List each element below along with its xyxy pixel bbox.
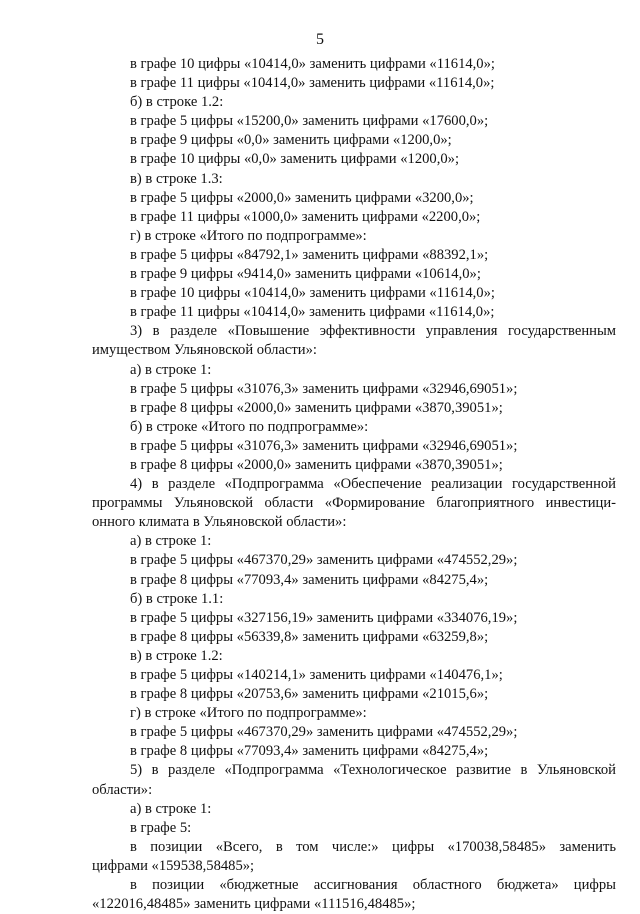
text-line: в графе 8 цифры «2000,0» заменить цифрами «3870,39051»; [130, 399, 503, 416]
text-line: а) в строке 1: [130, 361, 212, 378]
text-line: в графе 8 цифры «56339,8» заменить цифрами «63259,8»; [130, 628, 489, 645]
text-line: 3) в разделе «Повышение эффективности управления государственным [130, 323, 616, 340]
text-line: 5) в разделе «Подпрограмма «Технологическое развитие в Ульяновской [130, 762, 616, 779]
text-line: в графе 5 цифры «31076,3» заменить цифрами «32946,69051»; [130, 380, 518, 397]
text-line: онного климата в Ульяновской области»: [92, 514, 347, 531]
text-line: в позиции «бюджетные ассигнования областного бюджета» цифры [130, 877, 616, 894]
text-line: в графе 11 цифры «10414,0» заменить цифрами «11614,0»; [130, 304, 495, 321]
text-line: в графе 5 цифры «31076,3» заменить цифрами «32946,69051»; [130, 437, 518, 454]
text-line: в графе 5 цифры «467370,29» заменить цифрами «474552,29»; [130, 552, 518, 569]
text-line: в) в строке 1.2: [130, 647, 223, 664]
text-line: в графе 5: [130, 819, 192, 836]
page-number: 5 [316, 31, 324, 48]
text-line: в графе 5 цифры «467370,29» заменить цифрами «474552,29»; [130, 724, 518, 741]
text-line: в графе 10 цифры «10414,0» заменить цифрами «11614,0»; [130, 285, 495, 302]
text-line: «122016,48485» заменить цифрами «111516,48485»; [92, 896, 416, 913]
document-body [92, 55, 616, 914]
text-line: б) в строке 1.1: [130, 590, 224, 607]
text-line: в графе 8 цифры «77093,4» заменить цифрами «84275,4»; [130, 743, 489, 760]
text-line: в графе 8 цифры «2000,0» заменить цифрами «3870,39051»; [130, 456, 503, 473]
text-line: б) в строке «Итого по подпрограмме»: [130, 418, 369, 435]
text-line: в графе 11 цифры «10414,0» заменить цифрами «11614,0»; [130, 75, 495, 92]
text-line: области»: [92, 781, 153, 798]
text-line: в графе 8 цифры «77093,4» заменить цифрами «84275,4»; [130, 571, 489, 588]
text-line: имуществом Ульяновской области»: [92, 342, 317, 359]
text-line: цифрами «159538,58485»; [92, 857, 255, 874]
text-line: г) в строке «Итого по подпрограмме»: [130, 705, 367, 722]
text-line: г) в строке «Итого по подпрограмме»: [130, 227, 367, 244]
text-line: а) в строке 1: [130, 533, 212, 550]
text-line: в графе 9 цифры «0,0» заменить цифрами «1200,0»; [130, 132, 452, 149]
text-line: в графе 8 цифры «20753,6» заменить цифрами «21015,6»; [130, 686, 489, 703]
text-line: в графе 10 цифры «0,0» заменить цифрами «1200,0»; [130, 151, 460, 168]
text-line: в графе 5 цифры «2000,0» заменить цифрами «3200,0»; [130, 189, 474, 206]
text-line: а) в строке 1: [130, 800, 212, 817]
text-line: в) в строке 1.3: [130, 170, 223, 187]
text-line: 4) в разделе «Подпрограмма «Обеспечение реализации государственной [130, 476, 616, 493]
text-line: б) в строке 1.2: [130, 94, 224, 111]
text-line: в графе 5 цифры «84792,1» заменить цифрами «88392,1»; [130, 246, 489, 263]
text-line: в графе 10 цифры «10414,0» заменить цифрами «11614,0»; [130, 56, 495, 72]
text-line: в графе 5 цифры «327156,19» заменить цифрами «334076,19»; [130, 609, 518, 626]
text-line: в графе 5 цифры «15200,0» заменить цифрами «17600,0»; [130, 113, 489, 130]
text-line: в графе 5 цифры «140214,1» заменить цифрами «140476,1»; [130, 667, 503, 683]
text-line: программы Ульяновской области «Формирование благоприятного инвестици- [92, 495, 616, 512]
text-line: в позиции «Всего, в том числе:» цифры «170038,58485» заменить [130, 838, 616, 855]
text-line: в графе 11 цифры «1000,0» заменить цифрами «2200,0»; [130, 208, 481, 225]
text-line: в графе 9 цифры «9414,0» заменить цифрами «10614,0»; [130, 266, 481, 283]
